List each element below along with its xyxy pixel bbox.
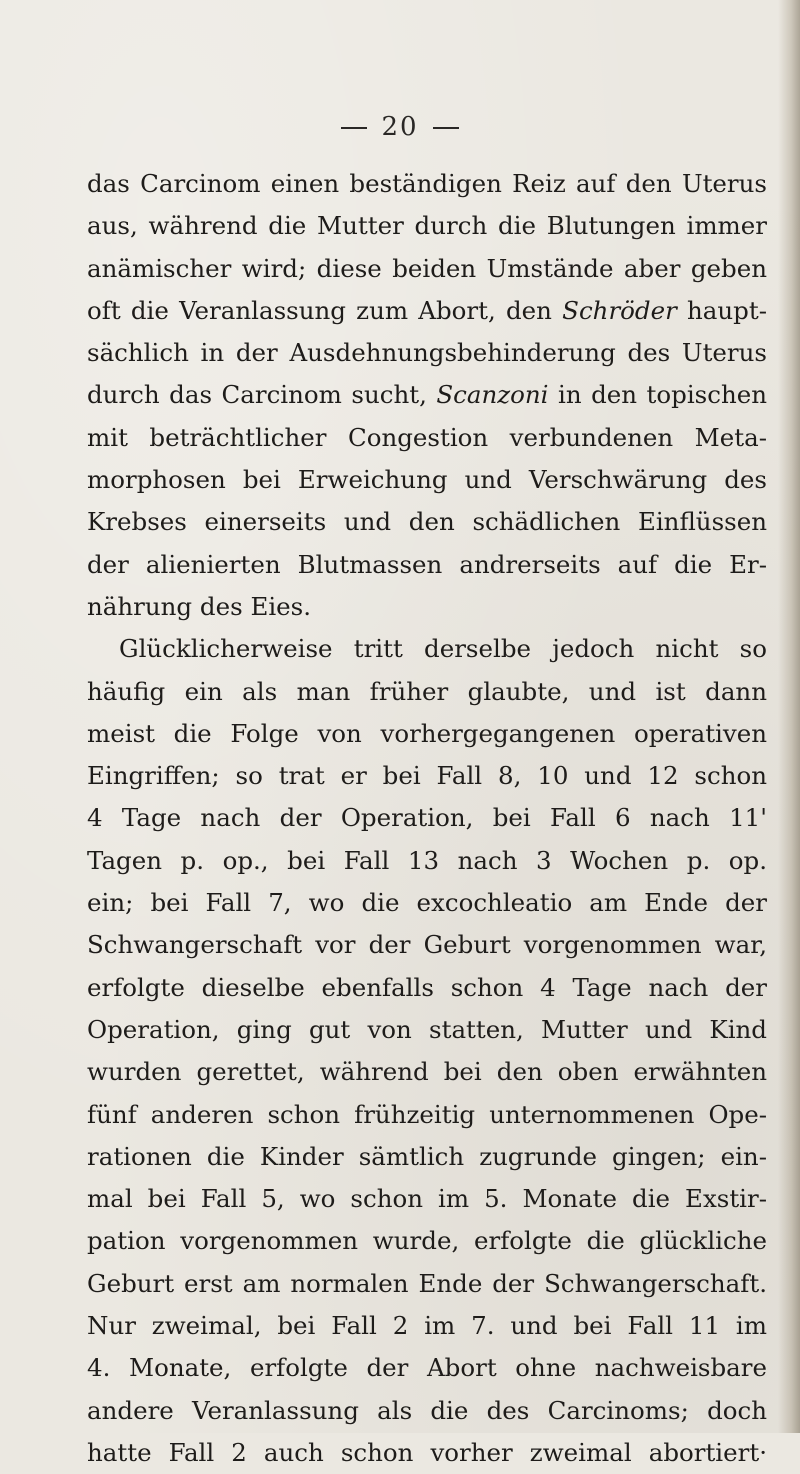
text-line: nährung des Eies.	[87, 591, 312, 621]
text-line: andere Veranlassung als die des Carcinoms; doch	[87, 1395, 767, 1425]
text-fragment: haupt-	[676, 295, 767, 325]
text-line-with-name-scanzoni	[87, 374, 767, 416]
text-fragment: oft die Veranlassung zum Abort, den	[87, 295, 563, 325]
text-line: Tagen p. op., bei Fall 13 nach 3 Wochen p. op.	[87, 845, 767, 875]
text-line: häufig ein als man früher glaubte, und ist dann	[87, 676, 767, 706]
text-line: hatte Fall 2 auch schon vorher zweimal abortiert·	[87, 1437, 767, 1467]
author-name-scanzoni: Scanzoni	[436, 380, 549, 410]
text-line: rationen die Kinder sämtlich zugrunde gingen; ein-	[87, 1141, 767, 1171]
text-line: 4 Tage nach der Operation, bei Fall 6 nach 11'	[87, 803, 767, 833]
page-number	[0, 112, 800, 142]
text-line: Operation, ging gut von statten, Mutter und Kind	[87, 1014, 767, 1044]
text-line: aus, während die Mutter durch die Blutungen immer	[87, 211, 767, 241]
text-line: das Carcinom einen beständigen Reiz auf den Uterus	[87, 169, 767, 198]
body-text	[87, 163, 767, 1474]
text-line: Schwangerschaft vor der Geburt vorgenommen war,	[87, 930, 767, 960]
text-line: fünf anderen schon frühzeitig unternommenen Ope-	[87, 1099, 767, 1129]
text-line: pation vorgenommen wurde, erfolgte die glückliche	[87, 1226, 767, 1256]
text-line: mit beträchtlicher Congestion verbundenen Meta-	[87, 422, 767, 452]
text-line: erfolgte dieselbe ebenfalls schon 4 Tage nach der	[87, 972, 767, 1002]
text-line: der alienierten Blutmassen andrerseits auf die Er-	[87, 549, 767, 579]
author-name-schroeder: Schröder	[562, 295, 677, 325]
text-line: ein; bei Fall 7, wo die excochleatio am Ende der	[87, 888, 767, 918]
text-line: morphosen bei Erweichung und Verschwärung des	[87, 465, 767, 495]
text-line-with-name-schroeder	[87, 290, 767, 332]
text-line: Krebses einerseits und den schädlichen Einflüssen	[87, 507, 767, 537]
text-fragment: in den topischen	[548, 380, 768, 410]
page-edge-shadow	[778, 0, 800, 1433]
text-line: 4. Monate, erfolgte der Abort ohne nachweisbare	[87, 1353, 767, 1383]
text-line: meist die Folge von vorhergegangenen operativen	[87, 718, 767, 748]
text-line: mal bei Fall 5, wo schon im 5. Monate die Exstir-	[87, 1184, 767, 1214]
text-line: Nur zweimal, bei Fall 2 im 7. und bei Fall 11 im	[87, 1311, 767, 1341]
text-line: anämischer wird; diese beiden Umstände aber geben	[87, 253, 767, 283]
text-line: wurden gerettet, während bei den oben erwähnten	[87, 1057, 767, 1087]
dash-left	[341, 127, 367, 129]
text-line: Eingriffen; so trat er bei Fall 8, 10 und 12 schon	[87, 761, 767, 791]
text-line: sächlich in der Ausdehnungsbehinderung des Uterus	[87, 338, 767, 368]
dash-right	[433, 127, 459, 129]
text-line-paragraph-start: Glücklicherweise tritt derselbe jedoch nicht so	[119, 634, 767, 664]
text-fragment: durch das Carcinom sucht,	[87, 380, 437, 410]
page-number-text: 20	[381, 112, 419, 142]
text-line: Geburt erst am normalen Ende der Schwangerschaft.	[87, 1268, 767, 1298]
